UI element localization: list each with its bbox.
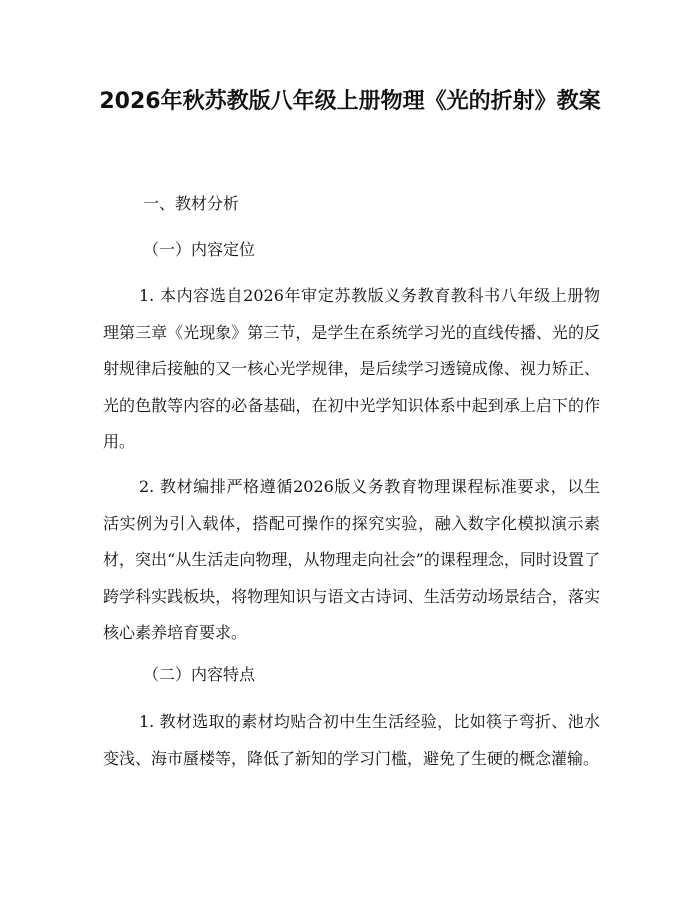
subsection-heading-content-features: （二）内容特点	[143, 665, 256, 684]
paragraph-content-positioning-2: 2. 教材编排严格遵循2026版义务教育物理课程标准要求，以生活实例为引入载体，搭配可操作的探究实验，融入数字化模拟演示素材，突出“从生活走向物理，从物理走向社会”的课程理念，同时设置了跨学科实践板块，将物理知识与语文古诗词、生活劳动场景结合，落实核心素养培育要求。	[103, 477, 600, 642]
document-title: 2026年秋苏教版八年级上册物理《光的折射》教案	[99, 89, 601, 114]
paragraph-content-features-1: 1. 教材选取的素材均贴合初中生生活经验，比如筷子弯折、池水变浅、海市蜃楼等，降低了新知的学习门槛，避免了生硬的概念灌输。	[103, 712, 600, 768]
subsection-heading-content-positioning: （一）内容定位	[143, 240, 256, 259]
section-heading-materials-analysis: 一、教材分析	[143, 194, 240, 213]
paragraph-content-positioning-1: 1. 本内容选自2026年审定苏教版义务教育教科书八年级上册物理第三章《光现象》第三节，是学生在系统学习光的直线传播、光的反射规律后接触的又一核心光学规律，是后续学习透镜成像、视力矫正、光的色散等内容的必备基础，在初中光学知识体系中起到承上启下的作用。	[103, 286, 600, 451]
